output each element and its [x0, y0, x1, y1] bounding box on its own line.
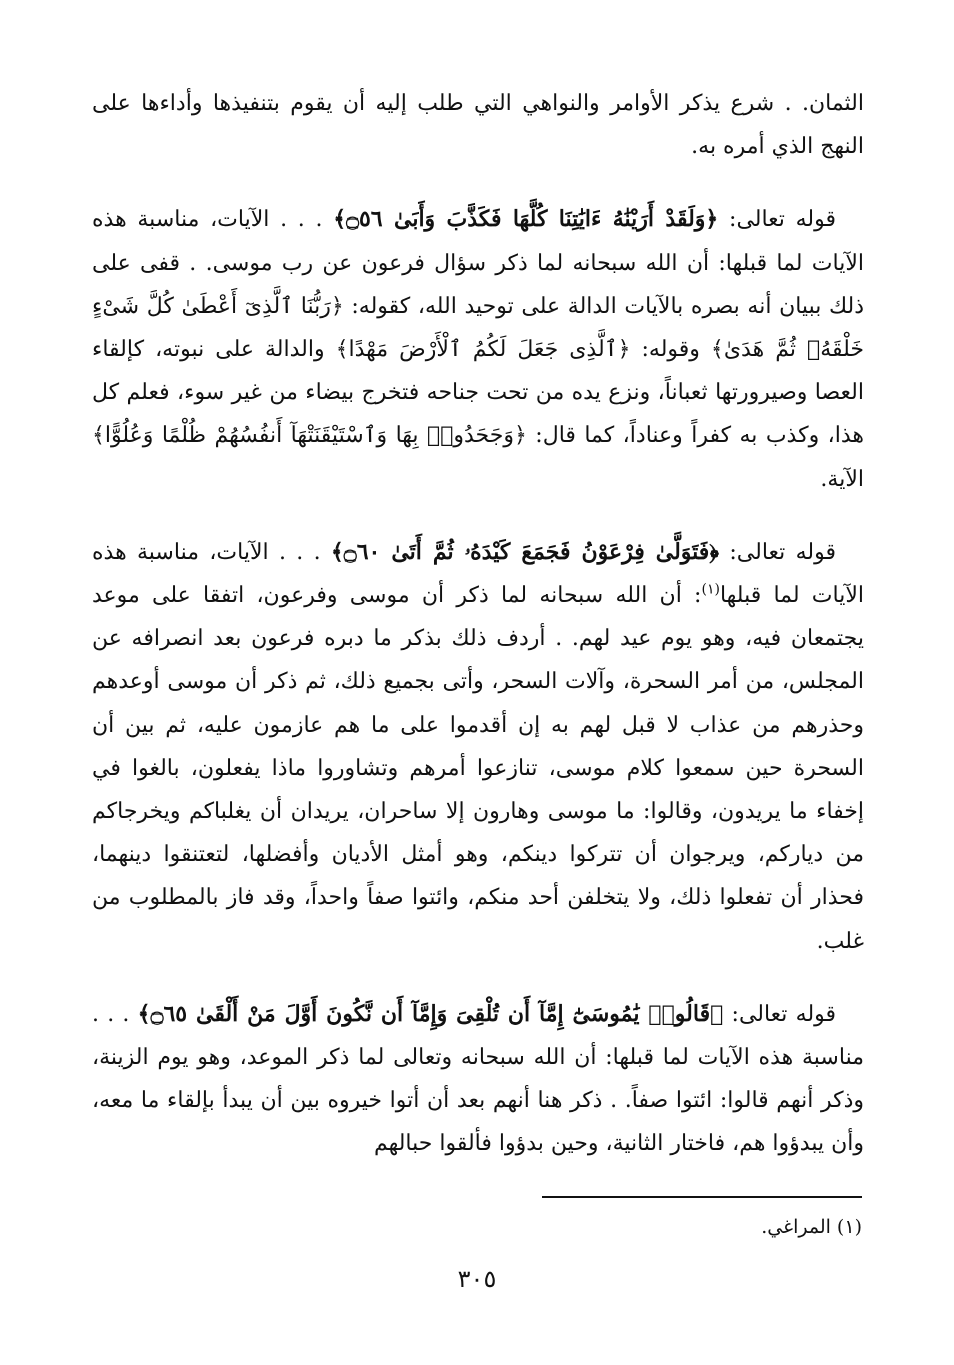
paragraph-1-text: الثمان. . شرع يذكر الأوامر والنواهي التي طلب إليه أن يقوم بتنفيذها وأداءها على النهج الذي أمره به. [92, 91, 864, 160]
quran-verse-65: ﴿قَالُوا۟ يَٰمُوسَىٰٓ إِمَّآ أَن تُلْقِىَ وَإِمَّآ أَن نَّكُونَ أَوَّلَ مَنْ أَلْقَىٰ ۝٦٥﴾ [137, 1000, 724, 1027]
paragraph-2-lead: قوله تعالى: [729, 207, 837, 233]
footnote-reference[interactable]: (١) [701, 581, 720, 598]
paragraph-2 [92, 198, 864, 500]
paragraph-3-text: : أن الله سبحانه لما ذكر أن موسى وفرعون، اتفقا على موعد يجتمعان فيه، وهو يوم عيد لهم. . أردف ذلك بذكر ما دبره فرعون بعد انصرافه عن المجلس، من أمر السحرة، وآلات السحر، وأتى بجميع ذلك، ثم ذكر أن موسى أوعدهم وحذرهم من عذاب لا قبل لهم به إن أقدموا على ما هم عازمون عليه، ثم بين أن السحرة حين سمعوا كلام موسى، تنازعوا أمرهم وتشاوروا ماذا يفعلون، بالغوا في إخفاء ما يريدون، وقالوا: ما موسى وهارون إلا ساحران، يريدان أن يغلباكم ويخرجاكم من دياركم، ويرجوان أن تتركوا دينكم، وهو أمثل الأديان وأفضلها، لتعتنقوا دينهما، فحذار أن تفعلوا ذلك، ولا يتخلفن أحد منكم، وائتوا صفاً واحداً، وقد فاز بالمطلوب من غلب. [92, 583, 865, 954]
quran-verse-56: ﴿وَلَقَدْ أَرَيْنَٰهُ ءَايَٰتِنَا كُلَّهَا فَكَذَّبَ وَأَبَىٰ ۝٥٦﴾ [333, 206, 719, 233]
footnote: (١) المراغي. [761, 1216, 862, 1238]
paragraph-4-text: . . . مناسبة هذه الآيات لما قبلها: أن الله سبحانه وتعالى لما ذكر الموعد، وهو يوم الزينة، وذكر أنهم قالوا: ائتوا صفاً. . ذكر هنا أنهم بعد أن أتوا خيروه بين أن يبدأ بإلقاء ما معه، وأن يبدؤوا هم، فاختار الثانية، وحين بدؤوا فألقوا حبالهم [92, 1001, 864, 1157]
paragraph-1 [92, 82, 864, 168]
paragraph-3-lead: قوله تعالى: [729, 539, 836, 565]
paragraph-3 [92, 531, 864, 963]
footnote-divider [542, 1196, 862, 1198]
quran-verse-60: ﴿فَتَوَلَّىٰ فِرْعَوْنُ فَجَمَعَ كَيْدَهُۥ ثُمَّ أَتَىٰ ۝٦٠﴾ [330, 538, 720, 565]
page-number: ٣٠٥ [457, 1265, 497, 1293]
paragraph-4 [92, 993, 864, 1166]
paragraph-3-text-start: . . . الآيات، مناسبة هذه الآيات لما قبلها [92, 539, 864, 609]
page-body [92, 82, 864, 1166]
paragraph-4-lead: قوله تعالى: [731, 1001, 837, 1027]
paragraph-2-text: . . . الآيات، مناسبة هذه الآيات لما قبلها: أن الله سبحانه لما ذكر سؤال فرعون عن رب موسى. . قفى على ذلك ببيان أنه بصره بالآيات الدالة على توحيد الله، كقوله: ﴿رَبُّنَا ٱلَّذِىٓ أَعْطَىٰ كُلَّ شَىْءٍ خَلْقَهُۥ ثُمَّ هَدَىٰ﴾ وقوله: ﴿ٱلَّذِى جَعَلَ لَكُمُ ٱلْأَرْضَ مَهْدًا﴾ والدالة على نبوته، كإلقاء العصا وصيرورتها ثعباناً، ونزع يده من تحت جناحه فتخرج بيضاء من غير سوء، فعلم كل هذا، وكذب به كفراً وعناداً، كما قال: ﴿وَجَحَدُوا۟ بِهَا وَٱسْتَيْقَنَتْهَآ أَنفُسُهُمْ ظُلْمًا وَعُلُوًّا﴾ الآية. [92, 207, 864, 492]
